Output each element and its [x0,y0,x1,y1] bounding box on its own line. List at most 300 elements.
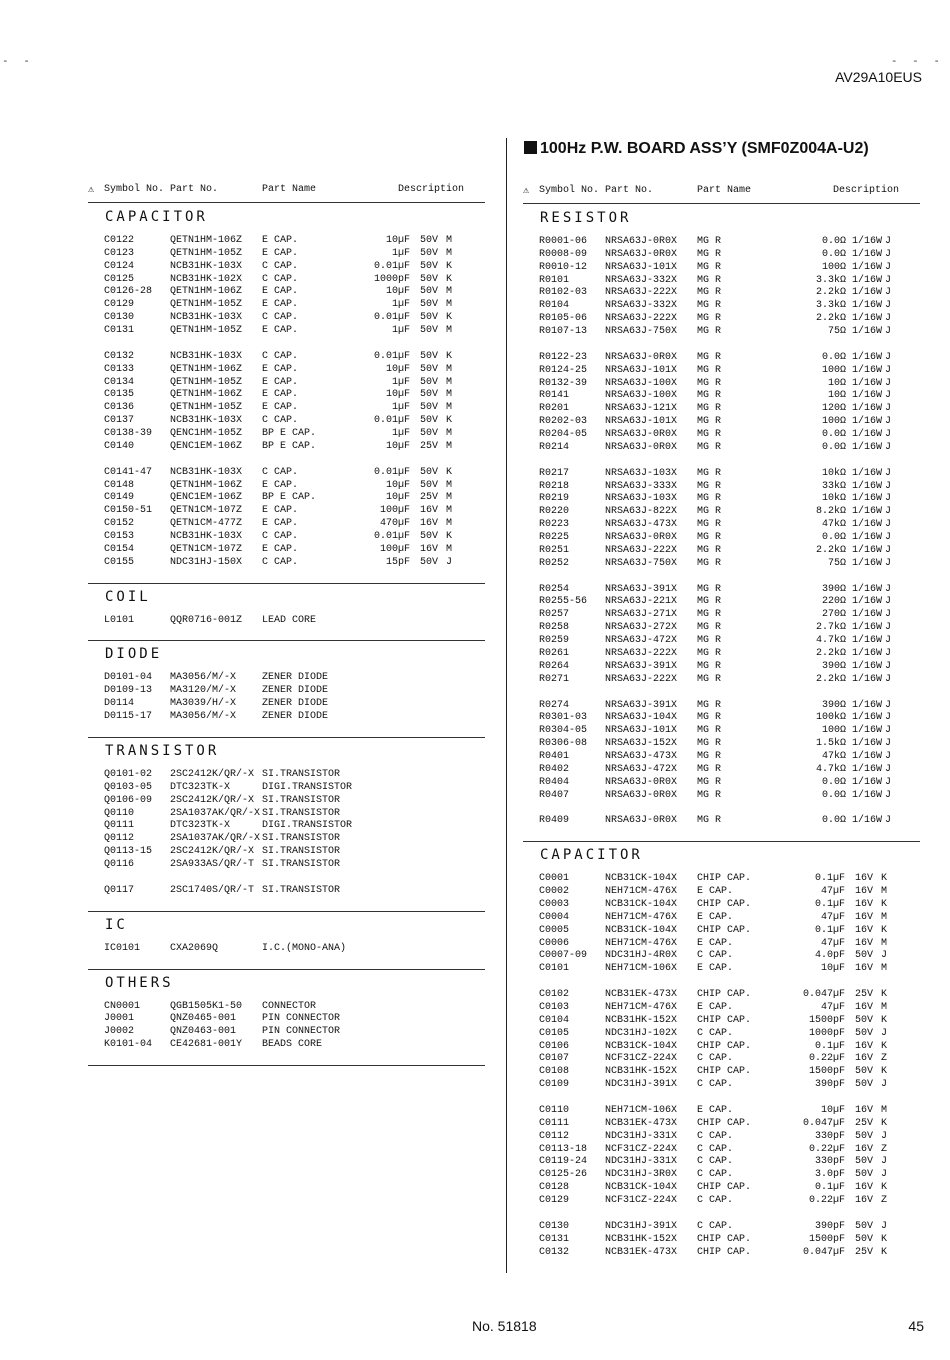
table-row [523,1105,920,1118]
part-no: NRSA63J-473X [605,750,678,762]
tolerance: K [446,312,453,324]
part-name: E CAP. [262,518,299,530]
table-row [523,1144,920,1157]
voltage-rating: 16V [855,898,874,910]
part-no: NRSA63J-0R0X [605,248,678,260]
description-value: 1µF [391,247,410,259]
part-name: MG R [697,390,722,402]
table-row [523,1169,920,1182]
part-name: SI.TRANSISTOR [262,846,341,858]
description-value: 100kΩ 1/16W [815,712,882,724]
voltage-rating: 50V [855,1220,874,1232]
symbol-no: C0140 [104,440,135,452]
description-value: 0.1µF [814,1040,845,1052]
part-no: MA3056/M/-X [170,711,237,723]
part-name: CHIP CAP. [697,1233,752,1245]
symbol-no: C0111 [539,1117,570,1129]
table-row [523,300,920,313]
symbol-no: C0113-18 [539,1143,588,1155]
part-name: MG R [697,416,722,428]
table-header-left [88,184,485,198]
description-value: 0.047µF [802,1117,845,1129]
part-name: CHIP CAP. [697,1040,752,1052]
part-no: 2SA933AS/QR/-T [170,858,255,870]
symbol-no: C0103 [539,1001,570,1013]
part-no: NCB31CK-104X [605,873,678,885]
table-row [523,545,920,558]
table-row [88,782,485,795]
warning-icon: ⚠ [523,186,530,197]
part-name: E CAP. [262,479,299,491]
part-no: NCF31CZ-224X [605,1053,678,1065]
symbol-no: Q0101-02 [104,768,153,780]
table-row [88,615,485,628]
table-row [523,712,920,725]
part-name: SI.TRANSISTOR [262,884,341,896]
part-name: MG R [697,313,722,325]
part-no: NDC31HJ-102X [605,1027,678,1039]
symbol-no: R0214 [539,441,570,453]
table-row [523,429,920,442]
section-diode [88,640,485,723]
symbol-no: D0109-13 [104,685,153,697]
voltage-rating: 50V [855,1233,874,1245]
symbol-no: C0125-26 [539,1169,588,1181]
part-name: C CAP. [697,1195,734,1206]
tolerance: J [881,1130,888,1142]
symbol-no: C0105 [539,1027,570,1039]
table-row [88,325,485,338]
description-value: 100µF [379,505,410,517]
part-name: MG R [697,557,722,569]
symbol-no: D0101-04 [104,672,153,684]
tolerance: J [885,532,892,544]
part-no: NRSA63J-222X [605,313,678,325]
tolerance: J [885,750,892,762]
symbol-no: C0154 [104,543,135,555]
voltage-rating: 25V [855,1246,874,1258]
symbol-no: C0001 [539,873,570,885]
part-name: MG R [697,750,722,762]
symbol-no: R0201 [539,403,570,415]
table-row [523,925,920,938]
part-name: C CAP. [697,1053,734,1065]
table-row [523,700,920,713]
part-no: MA3039/H/-X [170,698,237,710]
table-row [88,235,485,248]
table-row [88,531,485,544]
part-name: MG R [697,635,722,647]
tolerance: J [885,351,892,363]
symbol-no: C0004 [539,911,570,923]
part-name: MG R [697,467,722,479]
tolerance: K [881,1066,888,1078]
voltage-rating: 50V [420,376,439,388]
part-no: NCB31HK-103X [170,312,243,324]
description-value: 10µF [820,1104,845,1116]
tolerance: J [885,712,892,724]
symbol-no: R0255-56 [539,596,588,608]
parts-group [523,584,920,687]
table-row [523,1015,920,1028]
part-no: NRSA63J-750X [605,326,678,338]
description-value: 100Ω 1/16W [821,416,882,428]
parts-group [523,989,920,1092]
description-value: 0.1µF [814,873,845,885]
table-row [88,505,485,518]
part-name: MG R [697,815,722,827]
description-value: 2.2kΩ 1/16W [815,313,882,325]
symbol-no: C0128 [539,1182,570,1194]
part-name: CHIP CAP. [697,1066,752,1078]
tolerance: Z [881,1195,888,1206]
section-capacitor [88,209,485,570]
section-transistor [88,737,485,898]
voltage-rating: 50V [855,1066,874,1078]
part-name: CONNECTOR [262,1000,317,1012]
voltage-rating: 50V [420,531,439,543]
part-name: MG R [697,725,722,737]
table-row [523,1079,920,1092]
description-value: 1µF [391,325,410,337]
section-rule [523,841,920,842]
tolerance: K [881,1117,888,1129]
tolerance: M [446,247,453,259]
part-name: MG R [697,532,722,544]
tolerance: M [446,505,453,517]
description-value: 10µF [820,963,845,975]
part-no: QENC1EM-106Z [170,492,243,504]
tolerance: J [885,622,892,634]
symbol-no: C0006 [539,937,570,949]
description-value: 0.01µF [373,466,410,478]
part-no: NCB31HK-103X [170,350,243,362]
page-number: 45 [908,1318,924,1334]
part-no: QENC1EM-106Z [170,440,243,452]
table-row [523,1221,920,1234]
right-parts-list [523,210,920,1259]
part-name: E CAP. [262,402,299,414]
voltage-rating: 50V [420,402,439,414]
section-rule [88,583,485,584]
description-value: 100Ω 1/16W [821,725,882,737]
table-row [88,312,485,325]
description-value: 3.0pF [814,1169,845,1181]
part-no: NRSA63J-0R0X [605,789,678,801]
description-value: 0.1µF [814,898,845,910]
part-no: 2SC2412K/QR/-X [170,768,255,780]
part-no: NCB31CK-104X [605,1182,678,1194]
voltage-rating: 50V [855,1027,874,1039]
table-header-right [523,185,920,199]
table-row [523,326,920,339]
table-row [88,274,485,287]
voltage-rating: 50V [420,350,439,362]
table-row [523,403,920,416]
part-no: CXA2069Q [170,942,219,954]
part-name: C CAP. [697,1130,734,1142]
tolerance: K [446,531,453,543]
description-value: 390Ω 1/16W [821,660,882,672]
part-name: DIGI.TRANSISTOR [262,781,353,793]
part-name: SI.TRANSISTOR [262,858,341,870]
voltage-rating: 50V [855,950,874,962]
tolerance: J [885,609,892,621]
description-value: 3.3kΩ 1/16W [815,274,882,286]
symbol-no: R0306-08 [539,738,588,750]
part-no: NEH71CM-476X [605,911,678,923]
part-no: QETN1HM-105Z [170,376,243,388]
description-value: 4.0pF [814,950,845,962]
symbol-no: R0259 [539,635,570,647]
part-name: C CAP. [262,312,299,324]
section-title: OTHERS [105,974,174,991]
header-rule [88,202,485,203]
corner-mark-right: - - - [890,54,944,67]
description-value: 330pF [814,1156,845,1168]
part-no: NRSA63J-222X [605,647,678,659]
part-no: NRSA63J-222X [605,544,678,556]
tolerance: J [885,429,892,441]
part-name: MG R [697,326,722,338]
symbol-no: C0134 [104,376,135,388]
description-value: 1500pF [808,1233,845,1245]
part-name: PIN CONNECTOR [262,1026,341,1038]
description-value: 0.0Ω 1/16W [821,776,882,788]
description-value: 0.0Ω 1/16W [821,789,882,801]
tolerance: K [446,273,453,285]
symbol-no: R0105-06 [539,313,588,325]
part-no: NRSA63J-391X [605,660,678,672]
section-title: CAPACITOR [540,847,643,864]
symbol-no: R0220 [539,506,570,518]
description-value: 1500pF [808,1014,845,1026]
description-value: 1.5kΩ 1/16W [815,738,882,750]
part-name: MG R [697,287,722,299]
table-row [88,1013,485,1026]
tolerance: J [885,815,892,827]
description-value: 0.01µF [373,350,410,362]
part-no: NRSA63J-333X [605,480,678,492]
header-description: Description [398,184,465,195]
header-part-name: Part Name [262,184,317,195]
symbol-no: R0409 [539,815,570,827]
voltage-rating: 50V [420,299,439,311]
board-title-text: 100Hz P.W. BOARD ASS’Y (SMF0Z004A-U2) [540,140,869,157]
description-value: 0.0Ω 1/16W [821,815,882,827]
part-no: NCB31CK-104X [605,898,678,910]
tolerance: M [446,286,453,298]
voltage-rating: 50V [420,479,439,491]
symbol-no: R0218 [539,480,570,492]
table-row [523,648,920,661]
symbol-no: R0407 [539,789,570,801]
part-name: MG R [697,647,722,659]
part-name: CHIP CAP. [697,898,752,910]
description-value: 390Ω 1/16W [821,583,882,595]
part-no: NRSA63J-101X [605,261,678,273]
part-name: MG R [697,763,722,775]
description-value: 0.0Ω 1/16W [821,429,882,441]
voltage-rating: 16V [855,937,874,949]
description-value: 470µF [379,518,410,530]
part-name: E CAP. [262,543,299,555]
table-row [523,777,920,790]
symbol-no: Q0103-05 [104,781,153,793]
tolerance: J [885,274,892,286]
voltage-rating: 50V [420,389,439,401]
table-row [88,518,485,531]
parts-group [523,700,920,803]
symbol-no: R0101 [539,274,570,286]
part-no: NRSA63J-100X [605,390,678,402]
table-row [88,820,485,833]
part-name: E CAP. [262,235,299,246]
description-value: 47µF [820,911,845,923]
table-row [523,1156,920,1169]
symbol-no: C0141-47 [104,466,153,478]
parts-group [88,672,485,723]
voltage-rating: 50V [420,415,439,427]
tolerance: K [881,1182,888,1194]
table-row [523,1182,920,1195]
table-row [523,764,920,777]
part-name: MG R [697,609,722,621]
part-name: MG R [697,673,722,685]
symbol-no: Q0106-09 [104,794,153,806]
part-name: MG R [697,493,722,505]
description-value: 10µF [385,235,410,246]
description-value: 15pF [385,556,410,568]
symbol-no: C0132 [539,1246,570,1258]
symbol-no: C0129 [104,299,135,311]
parts-group [523,468,920,571]
tolerance: M [881,937,888,949]
description-value: 390pF [814,1220,845,1232]
tolerance: J [885,364,892,376]
description-value: 0.0Ω 1/16W [821,441,882,453]
description-value: 2.2kΩ 1/16W [815,287,882,299]
part-no: NRSA63J-0R0X [605,776,678,788]
voltage-rating: 50V [420,312,439,324]
parts-group [523,352,920,455]
header-rule [523,203,920,204]
tolerance: Z [881,1143,888,1155]
tolerance: J [885,519,892,531]
tolerance: J [885,441,892,453]
part-no: NEH71CM-476X [605,937,678,949]
description-value: 0.047µF [802,989,845,1001]
symbol-no: C0005 [539,924,570,936]
voltage-rating: 16V [855,1053,874,1065]
parts-group [523,1105,920,1208]
part-name: MG R [697,480,722,492]
part-no: NCB31CK-104X [605,1040,678,1052]
table-row [88,859,485,872]
part-name: MG R [697,712,722,724]
part-no: QETN1HM-105Z [170,247,243,259]
symbol-no: C0150-51 [104,505,153,517]
symbol-no: R0132-39 [539,377,588,389]
part-name: ZENER DIODE [262,711,329,723]
table-row [88,1039,485,1052]
part-name: SI.TRANSISTOR [262,794,341,806]
part-no: NCB31EK-473X [605,989,678,1001]
section-rule [88,737,485,738]
symbol-no: D0115-17 [104,711,153,723]
voltage-rating: 50V [855,1130,874,1142]
description-value: 4.7kΩ 1/16W [815,635,882,647]
symbol-no: C0106 [539,1040,570,1052]
header-symbol: Symbol No. [539,185,600,196]
description-value: 10kΩ 1/16W [821,493,882,505]
symbol-no: R0141 [539,390,570,402]
symbol-no: R0304-05 [539,725,588,737]
table-row [523,622,920,635]
tolerance: J [885,673,892,685]
symbol-no: C0155 [104,556,135,568]
tolerance: M [446,363,453,375]
description-value: 100Ω 1/16W [821,261,882,273]
description-value: 0.1µF [814,1182,845,1194]
header-symbol: Symbol No. [104,184,165,195]
tolerance: M [446,543,453,555]
voltage-rating: 16V [420,518,439,530]
part-no: NRSA63J-0R0X [605,815,678,827]
symbol-no: Q0111 [104,820,135,832]
part-no: NRSA63J-101X [605,364,678,376]
symbol-no: C0109 [539,1079,570,1091]
part-no: QETN1CM-107Z [170,505,243,517]
symbol-no: C0108 [539,1066,570,1078]
voltage-rating: 16V [855,963,874,975]
tolerance: K [881,873,888,885]
description-value: 33kΩ 1/16W [821,480,882,492]
symbol-no: R0122-23 [539,351,588,363]
symbol-no: R0124-25 [539,364,588,376]
parts-group [88,235,485,338]
part-no: NRSA63J-0R0X [605,532,678,544]
tolerance: J [885,699,892,711]
symbol-no: C0136 [104,402,135,414]
header-part-no: Part No. [170,184,219,195]
section-coil [88,583,485,628]
part-no: NEH71CM-476X [605,1001,678,1013]
tolerance: J [885,416,892,428]
parts-group [88,1001,485,1052]
table-row [88,885,485,898]
tolerance: M [446,325,453,337]
square-bullet-icon [524,141,537,154]
part-no: NRSA63J-101X [605,725,678,737]
voltage-rating: 50V [420,556,439,568]
table-row [523,1053,920,1066]
part-name: C CAP. [262,531,299,543]
table-row [88,808,485,821]
table-row [88,795,485,808]
description-value: 3.3kΩ 1/16W [815,300,882,312]
description-value: 10µF [385,479,410,491]
part-name: MG R [697,441,722,453]
part-name: PIN CONNECTOR [262,1013,341,1025]
part-name: E CAP. [262,247,299,259]
part-no: 2SC1740S/QR/-T [170,884,255,896]
table-row [523,815,920,828]
table-row [523,287,920,300]
part-no: QETN1HM-106Z [170,363,243,375]
part-no: NRSA63J-152X [605,738,678,750]
part-no: NRSA63J-222X [605,673,678,685]
